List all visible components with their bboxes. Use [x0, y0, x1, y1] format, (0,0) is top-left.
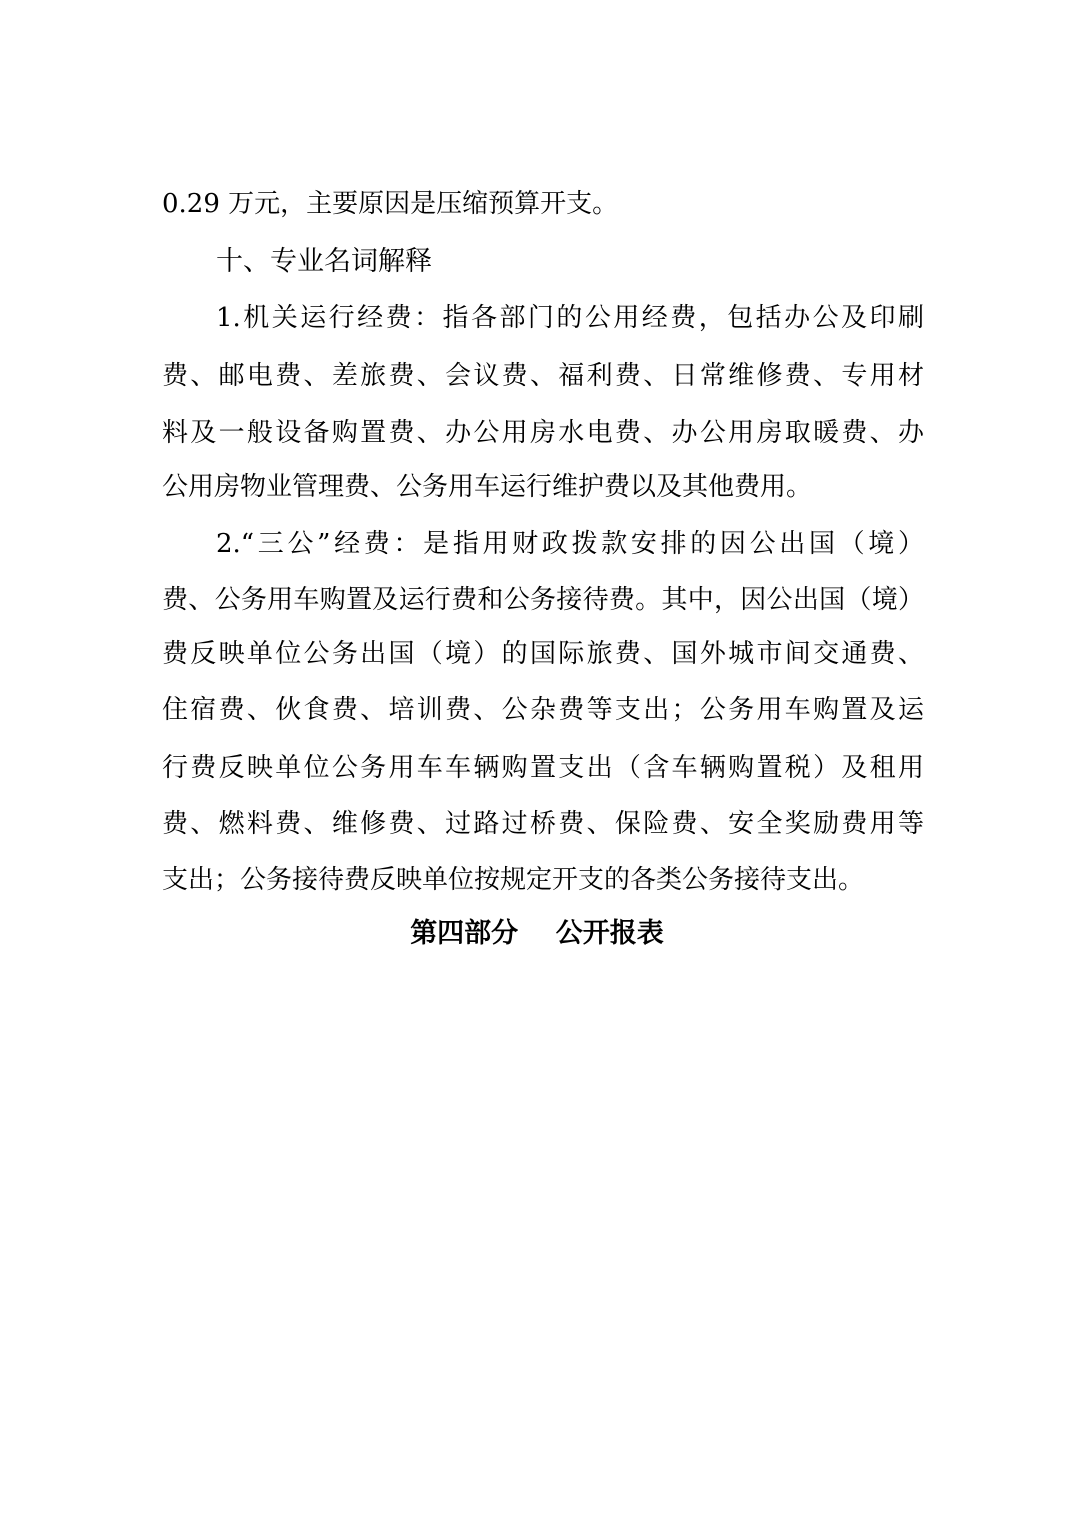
item1-line-2: 费、邮电费、差旅费、会议费、福利费、日常维修费、专用材 — [162, 361, 924, 391]
item2-line-5: 行费反映单位公务用车车辆购置支出（含车辆购置税）及租用 — [162, 753, 924, 783]
item2-line-3: 费反映单位公务出国（境）的国际旅费、国外城市间交通费、 — [162, 639, 924, 669]
item1-line-1: 1.机关运行经费：指各部门的公用经费，包括办公及印刷 — [216, 303, 924, 333]
item1-line-3: 料及一般设备购置费、办公用房水电费、办公用房取暖费、办 — [162, 418, 924, 448]
item1-line-4: 公用房物业管理费、公务用车运行维护费以及其他费用。 — [162, 472, 813, 502]
item2-line-1: 2.“三公”经费：是指用财政拨款安排的因公出国（境） — [216, 529, 924, 559]
section-heading: 十、专业名词解释 — [216, 246, 432, 277]
item2-line-6: 费、燃料费、维修费、过路过桥费、保险费、安全奖励费用等 — [162, 809, 924, 839]
item2-line-2: 费、公务用车购置及运行费和公务接待费。其中，因公出国（境） — [162, 585, 924, 615]
part-title: 第四部分 公开报表 — [410, 918, 664, 949]
continuation-line: 0.29 万元，主要原因是压缩预算开支。 — [162, 189, 619, 219]
item2-line-4: 住宿费、伙食费、培训费、公杂费等支出；公务用车购置及运 — [162, 695, 924, 725]
item2-line-7: 支出；公务接待费反映单位按规定开支的各类公务接待支出。 — [162, 865, 865, 895]
